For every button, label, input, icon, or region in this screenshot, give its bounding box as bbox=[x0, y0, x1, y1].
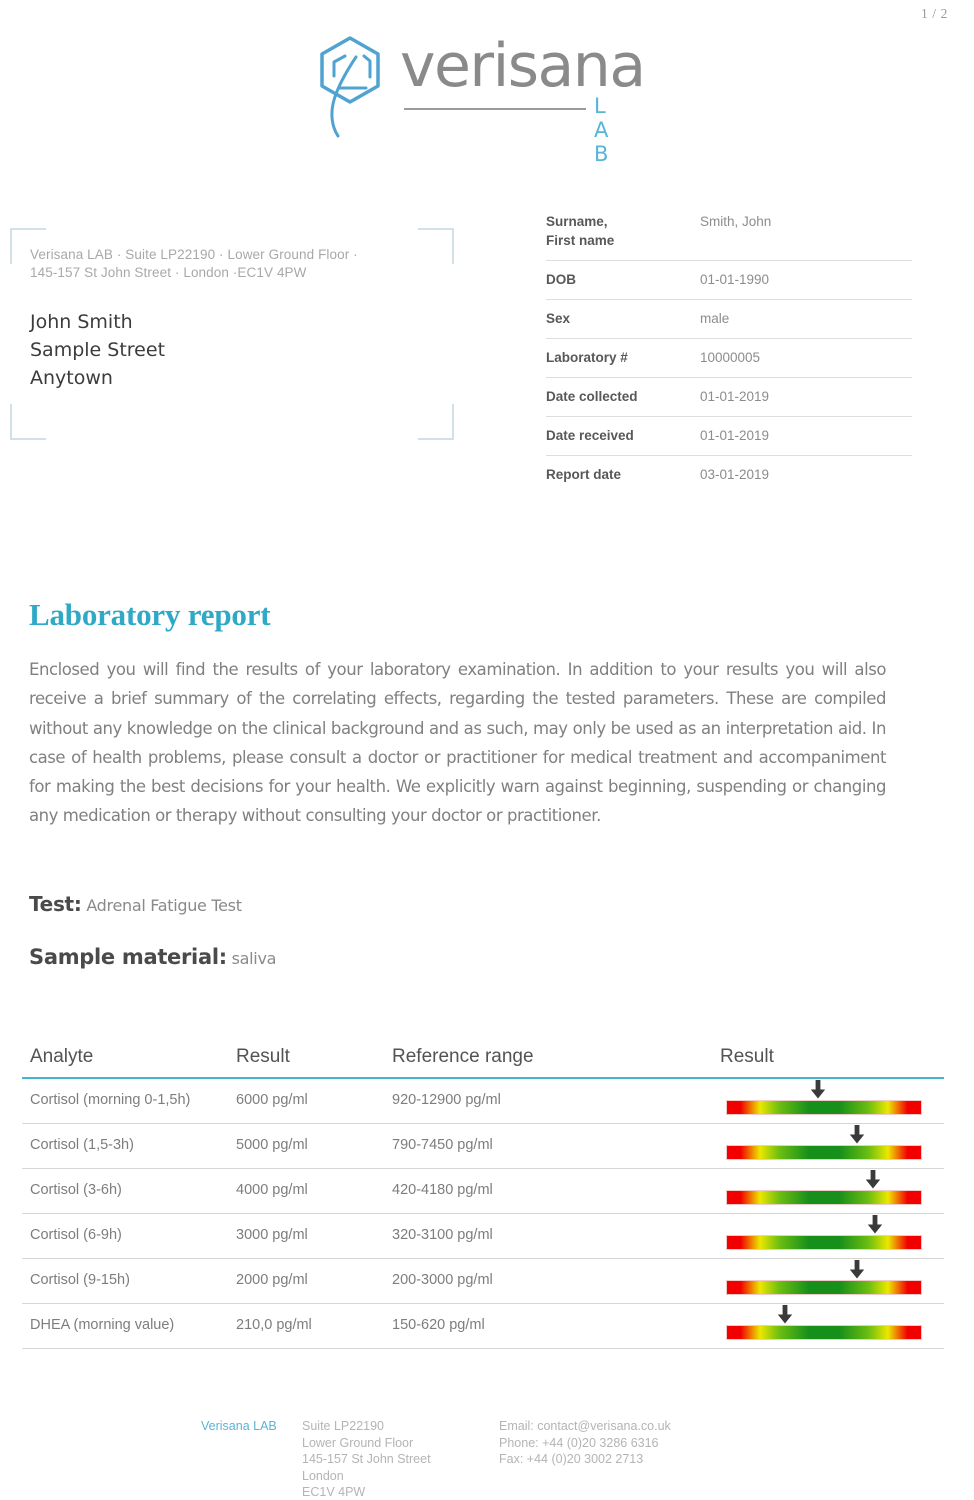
column-header-reference-range: Reference range bbox=[384, 1046, 712, 1078]
result-marker-arrow-icon bbox=[849, 1125, 865, 1144]
info-label-laboratory-number: Laboratory # bbox=[546, 339, 700, 378]
result-gauge bbox=[726, 1124, 922, 1168]
cell-analyte: Cortisol (morning 0-1,5h) bbox=[22, 1078, 228, 1124]
footer-address-line: 145-157 St John Street bbox=[302, 1452, 431, 1466]
recipient-street: Sample Street bbox=[30, 339, 166, 361]
cell-analyte: Cortisol (1,5-3h) bbox=[22, 1124, 228, 1169]
sample-material-label: Sample material: bbox=[29, 945, 227, 969]
cell-result-value: 3000 pg/ml bbox=[228, 1214, 384, 1259]
info-value-surname: Smith, John bbox=[700, 203, 912, 261]
info-label-date-received: Date received bbox=[546, 417, 700, 456]
footer-contact-line: Email: contact@verisana.co.uk bbox=[499, 1419, 671, 1433]
cell-reference-range: 790-7450 pg/ml bbox=[384, 1124, 712, 1169]
intro-paragraph: Enclosed you will find the results of your laboratory examination. In addition to your results you will also receive a brief summary of the correlating effects, regarding the tested parameters. These are compiled without any knowledge on the clinical background and as such, may only be used as an interpretation aid. In case of health problems, please consult a doctor or practitioner for medical treatment and accompaniment for making the best decisions for your health. We explicitly warn against beginning, suspending or changing any medication or therapy without consulting your doctor or practitioner. bbox=[29, 660, 886, 826]
page-number: 1 / 2 bbox=[920, 6, 948, 21]
footer-address-line: EC1V 4PW bbox=[302, 1485, 366, 1499]
gauge-gradient-bar bbox=[726, 1325, 922, 1340]
page-title: Laboratory report bbox=[29, 597, 271, 632]
result-marker-arrow-icon bbox=[849, 1260, 865, 1279]
cell-reference-range: 920-12900 pg/ml bbox=[384, 1078, 712, 1124]
info-value-report-date: 03-01-2019 bbox=[700, 467, 770, 482]
table-row bbox=[546, 300, 912, 339]
recipient-address bbox=[30, 308, 430, 392]
cell-result-gauge bbox=[712, 1124, 944, 1169]
footer-address-line: Suite LP22190 bbox=[302, 1419, 385, 1433]
cell-reference-range: 150-620 pg/ml bbox=[384, 1304, 712, 1349]
info-label-dob: DOB bbox=[546, 261, 700, 300]
result-marker-arrow-icon bbox=[867, 1215, 883, 1234]
info-value-date-received: 01-01-2019 bbox=[700, 417, 912, 456]
table-row bbox=[22, 1214, 944, 1259]
window-corner-bottom-right bbox=[418, 404, 454, 440]
sender-address-line-2: 145-157 St John Street · London ·EC1V 4PW bbox=[30, 265, 307, 280]
result-gauge bbox=[726, 1259, 922, 1303]
column-header-analyte: Analyte bbox=[22, 1046, 228, 1078]
table-row bbox=[546, 339, 912, 378]
info-value-dob: 01-01-1990 bbox=[700, 261, 912, 300]
cell-analyte: Cortisol (6-9h) bbox=[22, 1214, 228, 1259]
table-row bbox=[546, 456, 912, 495]
sample-material-line bbox=[29, 945, 276, 969]
window-corner-bottom-left bbox=[10, 404, 46, 440]
footer-contact-line: Phone: +44 (0)20 3286 6316 bbox=[499, 1435, 659, 1450]
results-header-row bbox=[22, 1046, 944, 1078]
table-row bbox=[546, 261, 912, 300]
gauge-gradient-bar bbox=[726, 1145, 922, 1160]
footer-brand: Verisana LAB bbox=[201, 1419, 277, 1433]
gauge-gradient-bar bbox=[726, 1100, 922, 1115]
results-table-body bbox=[22, 1078, 944, 1349]
address-block bbox=[30, 246, 430, 392]
cell-result-value: 210,0 pg/ml bbox=[228, 1304, 384, 1349]
gauge-gradient-bar bbox=[726, 1190, 922, 1205]
footer-address-line: Lower Ground Floor bbox=[302, 1435, 414, 1450]
patient-info-table bbox=[546, 203, 912, 494]
cell-analyte: Cortisol (3-6h) bbox=[22, 1169, 228, 1214]
info-label-date-collected: Date collected bbox=[546, 378, 700, 417]
logo-wordmark: verisana bbox=[400, 31, 645, 101]
info-value-sex: male bbox=[700, 300, 912, 339]
column-header-result: Result bbox=[228, 1046, 384, 1078]
gauge-marker bbox=[810, 1080, 826, 1099]
cell-result-gauge bbox=[712, 1078, 944, 1124]
table-row bbox=[546, 378, 912, 417]
table-row bbox=[22, 1259, 944, 1304]
table-row bbox=[22, 1169, 944, 1214]
cell-result-value: 5000 pg/ml bbox=[228, 1124, 384, 1169]
logo-subtitle: L A B bbox=[594, 94, 614, 166]
info-value-date-collected: 01-01-2019 bbox=[700, 378, 912, 417]
gauge-gradient-bar bbox=[726, 1280, 922, 1295]
cell-result-value: 4000 pg/ml bbox=[228, 1169, 384, 1214]
recipient-city: Anytown bbox=[30, 367, 113, 389]
info-label-report-date: Report date bbox=[546, 467, 622, 482]
cell-analyte: DHEA (morning value) bbox=[22, 1304, 228, 1349]
cell-result-value: 2000 pg/ml bbox=[228, 1259, 384, 1304]
gauge-marker bbox=[849, 1260, 865, 1279]
info-label-surname: Surname, First name bbox=[546, 203, 700, 261]
hexagon-leaf-logo-icon bbox=[312, 32, 396, 140]
test-line bbox=[29, 892, 242, 916]
footer-contact bbox=[499, 1418, 671, 1500]
recipient-name: John Smith bbox=[30, 311, 133, 333]
cell-analyte: Cortisol (9-15h) bbox=[22, 1259, 228, 1304]
column-header-result-gauge: Result bbox=[712, 1046, 944, 1078]
verisana-lab-logo bbox=[312, 31, 645, 166]
footer-contact-line: Fax: +44 (0)20 3002 2713 bbox=[499, 1452, 644, 1466]
cell-result-gauge bbox=[712, 1214, 944, 1259]
table-row bbox=[546, 417, 912, 456]
footer-address-line: London bbox=[302, 1468, 344, 1483]
result-gauge bbox=[726, 1169, 922, 1213]
cell-reference-range: 420-4180 pg/ml bbox=[384, 1169, 712, 1214]
test-value: Adrenal Fatigue Test bbox=[86, 896, 242, 915]
test-label: Test: bbox=[29, 892, 82, 916]
page-footer bbox=[201, 1418, 671, 1500]
results-table bbox=[22, 1046, 944, 1349]
gauge-marker bbox=[777, 1305, 793, 1324]
info-value-laboratory-number: 10000005 bbox=[700, 339, 912, 378]
result-gauge bbox=[726, 1079, 922, 1123]
cell-result-gauge bbox=[712, 1259, 944, 1304]
cell-reference-range: 200-3000 pg/ml bbox=[384, 1259, 712, 1304]
cell-reference-range: 320-3100 pg/ml bbox=[384, 1214, 712, 1259]
table-row bbox=[546, 203, 912, 261]
result-marker-arrow-icon bbox=[865, 1170, 881, 1189]
result-marker-arrow-icon bbox=[777, 1305, 793, 1324]
sender-address-line-1: Verisana LAB · Suite LP22190 · Lower Ground Floor · bbox=[30, 247, 358, 262]
table-row bbox=[22, 1304, 944, 1349]
cell-result-value: 6000 pg/ml bbox=[228, 1078, 384, 1124]
result-marker-arrow-icon bbox=[810, 1080, 826, 1099]
cell-result-gauge bbox=[712, 1169, 944, 1214]
result-gauge bbox=[726, 1214, 922, 1258]
result-gauge bbox=[726, 1304, 922, 1348]
gauge-marker bbox=[849, 1125, 865, 1144]
gauge-marker bbox=[865, 1170, 881, 1189]
table-row bbox=[22, 1078, 944, 1124]
sample-material-value: saliva bbox=[231, 949, 277, 968]
gauge-gradient-bar bbox=[726, 1235, 922, 1250]
gauge-marker bbox=[867, 1215, 883, 1234]
cell-result-gauge bbox=[712, 1304, 944, 1349]
logo-divider-rule bbox=[404, 108, 586, 110]
table-row bbox=[22, 1124, 944, 1169]
footer-address bbox=[302, 1418, 499, 1500]
info-label-sex: Sex bbox=[546, 300, 700, 339]
